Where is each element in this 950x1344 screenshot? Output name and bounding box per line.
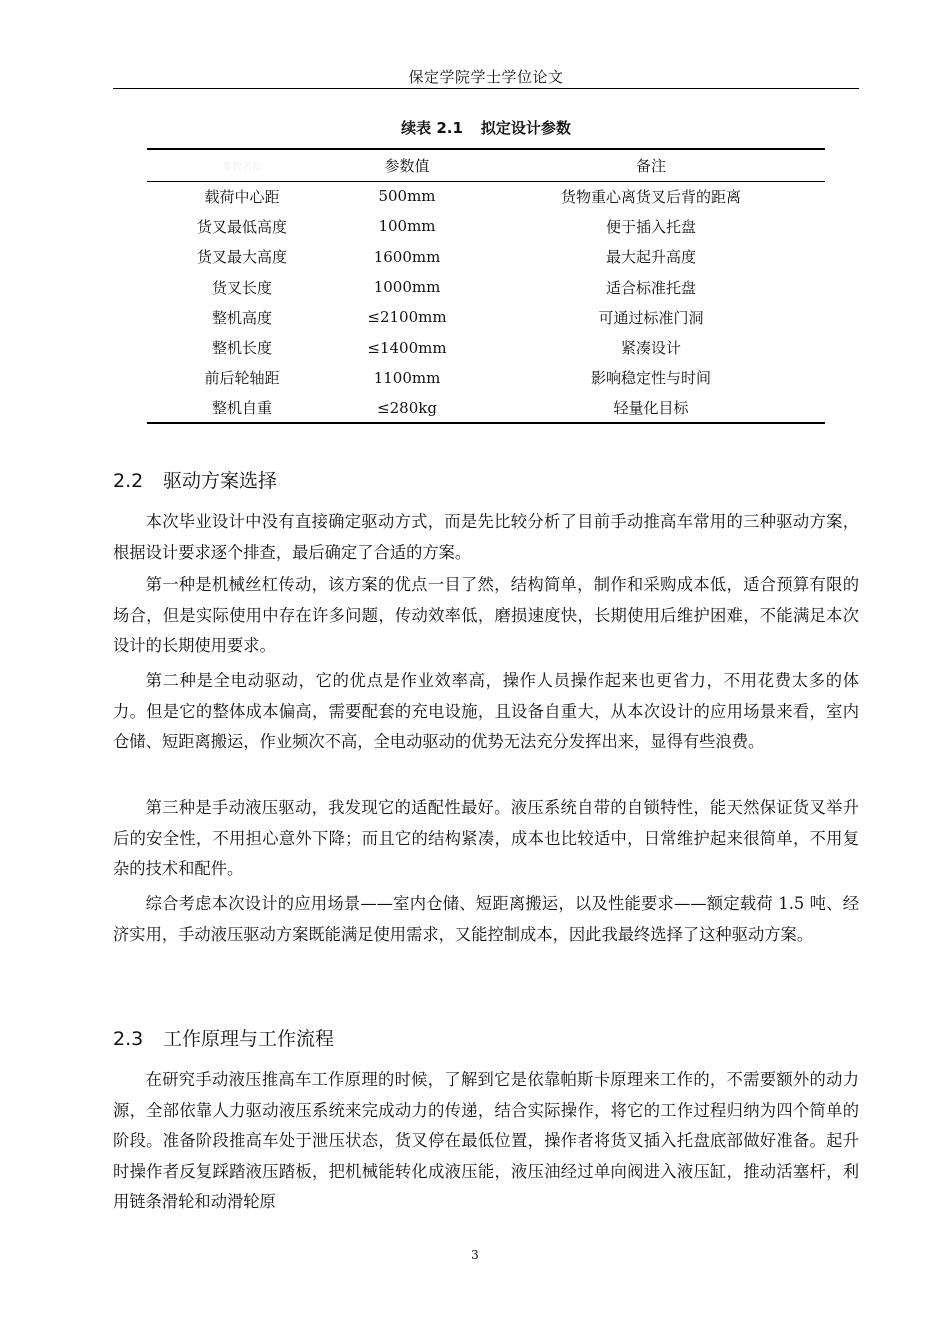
cell-value: ≤280kg xyxy=(337,393,477,423)
column-header-value: 参数值 xyxy=(337,149,477,181)
cell-value: 100mm xyxy=(378,217,436,236)
cell-name: 货叉最低高度 xyxy=(196,217,287,236)
section-title: 工作原理与工作流程 xyxy=(163,1028,335,1050)
cell-note: 货物重心离货叉后背的距离 xyxy=(560,187,741,206)
cell-value: 1600mm xyxy=(373,247,441,266)
cell-value: ≤2100mm xyxy=(367,308,447,327)
section-heading-2-2 xyxy=(113,466,277,493)
paragraph: 本次毕业设计中没有直接确定驱动方式，而是先比较分析了目前手动推高车常用的三种驱动方案，根据设计要求逐个排查，最后确定了合适的方案。 xyxy=(113,512,859,562)
cell-name: 整机长度 xyxy=(211,339,272,358)
running-header: 保定学院学士学位论文 xyxy=(408,68,564,86)
table-row xyxy=(147,393,825,423)
cell-note: 轻量化目标 xyxy=(477,393,825,423)
section-heading-2-3 xyxy=(113,1024,334,1051)
table-row xyxy=(147,332,825,362)
table-row xyxy=(147,181,825,211)
cell-value: 1100mm xyxy=(373,368,441,387)
page-number: 3 xyxy=(471,1248,479,1262)
cell-note: 最大起升高度 xyxy=(605,248,696,267)
cell-name: 货叉最大高度 xyxy=(196,248,287,267)
cell-name: 货叉长度 xyxy=(211,278,272,297)
cell-name: 整机高度 xyxy=(211,308,272,327)
section-title: 驱动方案选择 xyxy=(163,470,278,492)
paragraph: 第二种是全电动驱动，它的优点是作业效率高，操作人员操作起来也更省力，不用花费太多的体力。但是它的整体成本偏高，需要配套的充电设施，且设备自重大，从本次设计的应用场景来看，室内仓储、短距离搬运，作业频次不高，全电动驱动的优势无法充分发挥出来，显得有些浪费。 xyxy=(113,671,859,752)
table-caption xyxy=(113,117,859,138)
table-caption-number: 续表 2.1 xyxy=(401,119,463,137)
cell-note: 可通过标准门洞 xyxy=(598,308,704,327)
header-rule xyxy=(113,88,859,89)
cell-value: 1000mm xyxy=(373,278,441,297)
design-parameters-table xyxy=(147,148,825,424)
paragraph: 综合考虑本次设计的应用场景——室内仓储、短距离搬运，以及性能要求——额定载荷 1.5 吨、经济实用，手动液压驱动方案既能满足使用需求，又能控制成本，因此我最终选择了这种驱动方案。 xyxy=(113,894,859,944)
cell-note: 便于插入托盘 xyxy=(605,217,696,236)
table-header-row xyxy=(147,149,825,181)
table-row xyxy=(147,302,825,332)
cell-value: 500mm xyxy=(378,187,436,206)
column-header-name: 参数名称 xyxy=(147,149,337,181)
cell-name: 整机自重 xyxy=(147,393,337,423)
cell-note: 适合标准托盘 xyxy=(605,278,696,297)
cell-name: 前后轮轴距 xyxy=(204,369,280,388)
table-caption-title: 拟定设计参数 xyxy=(480,119,571,137)
cell-value: ≤1400mm xyxy=(367,338,447,357)
table-row xyxy=(147,242,825,272)
table-row xyxy=(147,272,825,302)
table-row xyxy=(147,363,825,393)
paragraph: 在研究手动液压推高车工作原理的时候，了解到它是依靠帕斯卡原理来工作的，不需要额外的动力源，全部依靠人力驱动液压系统来完成动力的传递，结合实际操作，将它的工作过程归纳为四个简单的阶段。准备阶段推高车处于泄压状态，货叉停在最低位置，操作者将货叉插入托盘底部做好准备。起升时操作者反复踩踏液压踏板，把机械能转化成液压能，液压油经过单向阀进入液压缸，推动活塞杆，利用链条滑轮和动滑轮原 xyxy=(113,1070,859,1212)
section-number: 2.3 xyxy=(113,1028,144,1050)
paragraph: 第三种是手动液压驱动，我发现它的适配性最好。液压系统自带的自锁特性，能天然保证货叉举升后的安全性，不用担心意外下降；而且它的结构紧凑，成本也比较适中，日常维护起来很简单，不用复杂的技术和配件。 xyxy=(113,798,859,879)
cell-name: 载荷中心距 xyxy=(204,187,280,206)
section-number: 2.2 xyxy=(113,470,144,492)
cell-note: 紧凑设计 xyxy=(620,339,681,358)
cell-note: 影响稳定性与时间 xyxy=(590,369,711,388)
table-row xyxy=(147,211,825,241)
column-header-note: 备注 xyxy=(477,149,825,181)
paragraph: 第一种是机械丝杠传动，该方案的优点一目了然，结构简单，制作和采购成本低，适合预算有限的场合，但是实际使用中存在许多问题，传动效率低，磨损速度快，长期使用后维护困难，不能满足本次设计的长期使用要求。 xyxy=(113,575,859,656)
